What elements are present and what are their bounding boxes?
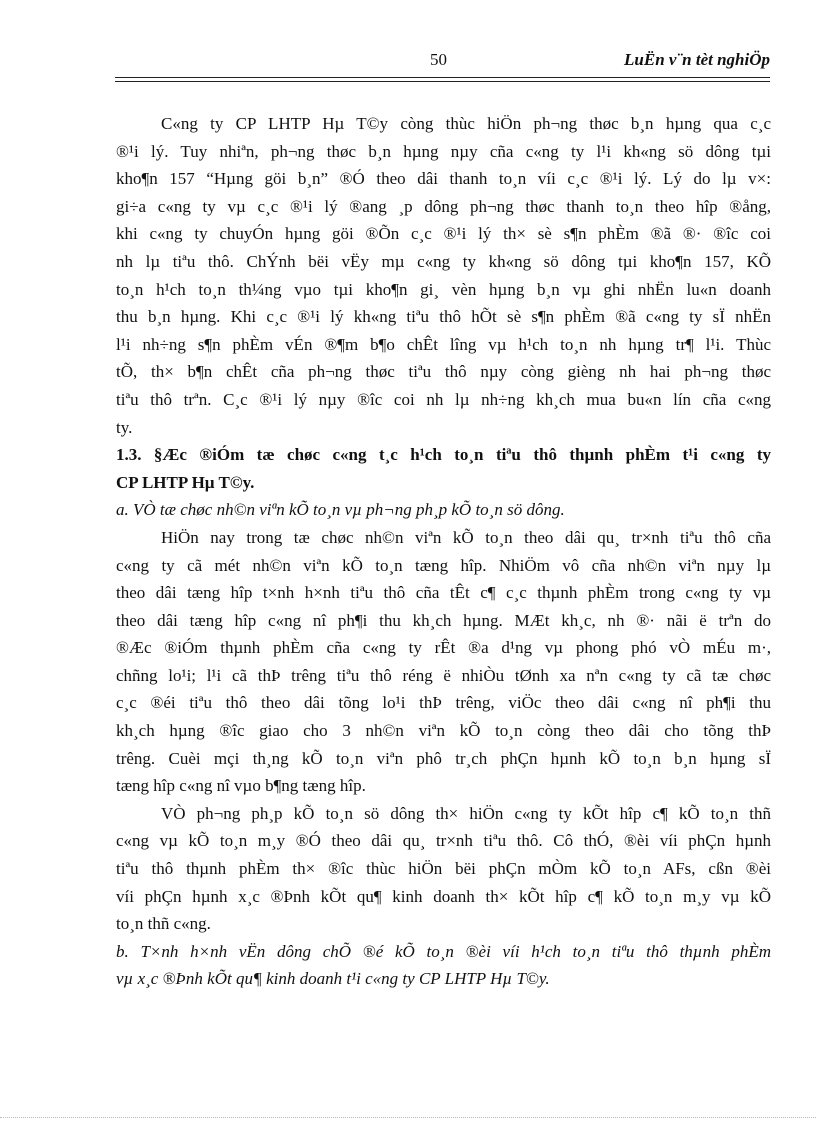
text-line: c«ng vµ kÕ to¸n m¸y ®Ó theo dâi qu¸ tr×nh tiªu thô. Cô thÓ, ®èi víi phÇn hµnh [116,831,771,851]
text-line: c¸c ®éi tiªu thô theo dâi tõng lo¹i thÞ trêng, viÖc theo dâi c«ng nî ph¶i thu [116,693,771,713]
text-line: trêng. Cuèi mçi th¸ng kÕ to¸n viªn phô tr¸ch phÇn hµnh kÕ to¸n b¸n hµng sÏ [116,748,771,768]
page-number: 50 [430,50,447,69]
text-line: VÒ ph¬ng ph¸p kÕ to¸n sö dông th× hiÖn c«ng ty kÕt hîp c¶ kÕ to¸n thñ [161,803,771,823]
text-line: theo dâi tæng hîp t×nh h×nh tiªu thô cña tÊt c¶ c¸c thµnh phÈm trong c«ng ty vµ [116,583,771,603]
text-line: to¸n thñ c«ng. [116,914,211,934]
subheading-b [116,938,771,993]
page-bottom-border [0,1117,816,1118]
subheading-a: a. VÒ tæ chøc nh©n viªn kÕ to¸n vµ ph¬ng ph¸p kÕ to¸n sö dông. [116,500,565,520]
text-line: gi÷a c«ng ty vµ c¸c ®¹i lý ®ang ¸p dông ph¬ng thøc thanh to¸n theo hîp ®ång, [116,196,771,216]
text-line: to¸n h¹ch to¸n th¼ng vµo tµi kho¶n gi¸ vèn hµng b¸n vµ ghi nhËn lu«n doanh [116,279,771,299]
paragraph-3 [116,800,771,938]
subheading-line: vµ x¸c ®Þnh kÕt qu¶ kinh doanh t¹i c«ng ty CP LHTP Hµ T©y. [116,969,550,989]
header-title: LuËn v¨n tèt nghiÖp [624,50,770,69]
text-line: c«ng ty cã mét nh©n viªn kÕ to¸n tæng hîp. NhiÖm vô cña nh©n viªn nµy lµ [116,555,771,575]
subheading-line: b. T×nh h×nh vËn dông chÕ ®é kÕ to¸n ®èi víi h¹ch to¸n tiªu thô thµnh phÈm [116,941,771,961]
text-line: ®Æc ®iÓm thµnh phÈm cña c«ng ty rÊt ®a d¹ng vµ phong phó vÒ mÉu m·, [116,638,771,658]
text-line: kho¶n 157 “Hµng göi b¸n” ®Ó theo dâi thanh to¸n víi c¸c ®¹i lý. Lý do lµ v×: [116,169,771,189]
text-line: HiÖn nay trong tæ chøc nh©n viªn kÕ to¸n theo dâi qu¸ tr×nh tiªu thô cña [161,527,771,547]
text-line: tiªu thô thµnh phÈm th× ®îc thùc hiÖn bëi phÇn mÒm kÕ to¸n AFs, cßn ®èi [116,859,771,879]
text-line: l¹i nh÷ng s¶n phÈm vÉn ®¶m b¶o chÊt lîng vµ h¹ch to¸n nh hµng tr¶ l¹i. Thùc [116,334,771,354]
text-line: ty. [116,417,133,437]
text-line: thu b¸n hµng. Khi c¸c ®¹i lý kh«ng tiªu thô hÕt sè s¶n phÈm ®ã c«ng ty sÏ nhËn [116,307,771,327]
header-rule-bottom [115,81,770,82]
text-line: tæng hîp c«ng nî vµo b¶ng tæng hîp. [116,776,366,796]
text-line: tÕ, th× b¶n chÊt cña ph¬ng thøc tiªu thô nµy còng gièng nh hai ph¬ng thøc [116,362,771,382]
header-rule-top [115,77,770,78]
text-line: chñng lo¹i; l¹i cã thÞ trêng tiªu thô réng ë nhiÒu tØnh xa nªn c«ng ty cã tæ chøc [116,665,771,685]
text-line: ®¹i lý. Tuy nhiªn, ph¬ng thøc b¸n hµng nµy cña c«ng ty l¹i kh«ng sö dông tµi [116,141,771,161]
text-line: nh lµ tiªu thô. ChÝnh bëi vËy mµ c«ng ty kh«ng sö dông tµi kho¶n 157, KÕ [116,251,771,271]
paragraph-2 [116,524,771,800]
paragraph-1 [116,110,771,441]
heading-line: CP LHTP Hµ T©y. [116,472,255,492]
text-line: kh¸ch hµng ®îc giao cho 3 nh©n viªn kÕ to¸n còng theo dâi cho tõng thÞ [116,721,771,741]
text-line: khi c«ng ty chuyÓn hµng göi ®Õn c¸c ®¹i lý th× sè s¶n phÈm ®ã ®· ®îc coi [116,224,771,244]
text-line: theo dâi tæng hîp c«ng nî ph¶i thu kh¸ch hµng. MÆt kh¸c, nh ®· nãi ë trªn do [116,610,771,630]
text-line: víi phÇn hµnh x¸c ®Þnh kÕt qu¶ kinh doanh th× kÕt hîp c¶ kÕ to¸n m¸y vµ kÕ [116,886,771,906]
text-line: tiªu thô trªn. C¸c ®¹i lý nµy ®îc coi nh lµ nh÷ng kh¸ch mua bu«n lín cña c«ng [116,389,771,409]
heading-line: 1.3. §Æc ®iÓm tæ chøc c«ng t¸c h¹ch to¸n tiªu thô thµnh phÈm t¹i c«ng ty [116,445,771,465]
document-body [116,110,771,993]
section-heading [116,441,771,496]
page-header [115,44,770,80]
text-line: C«ng ty CP LHTP Hµ T©y còng thùc hiÖn ph¬ng thøc b¸n hµng qua c¸c [161,114,771,133]
